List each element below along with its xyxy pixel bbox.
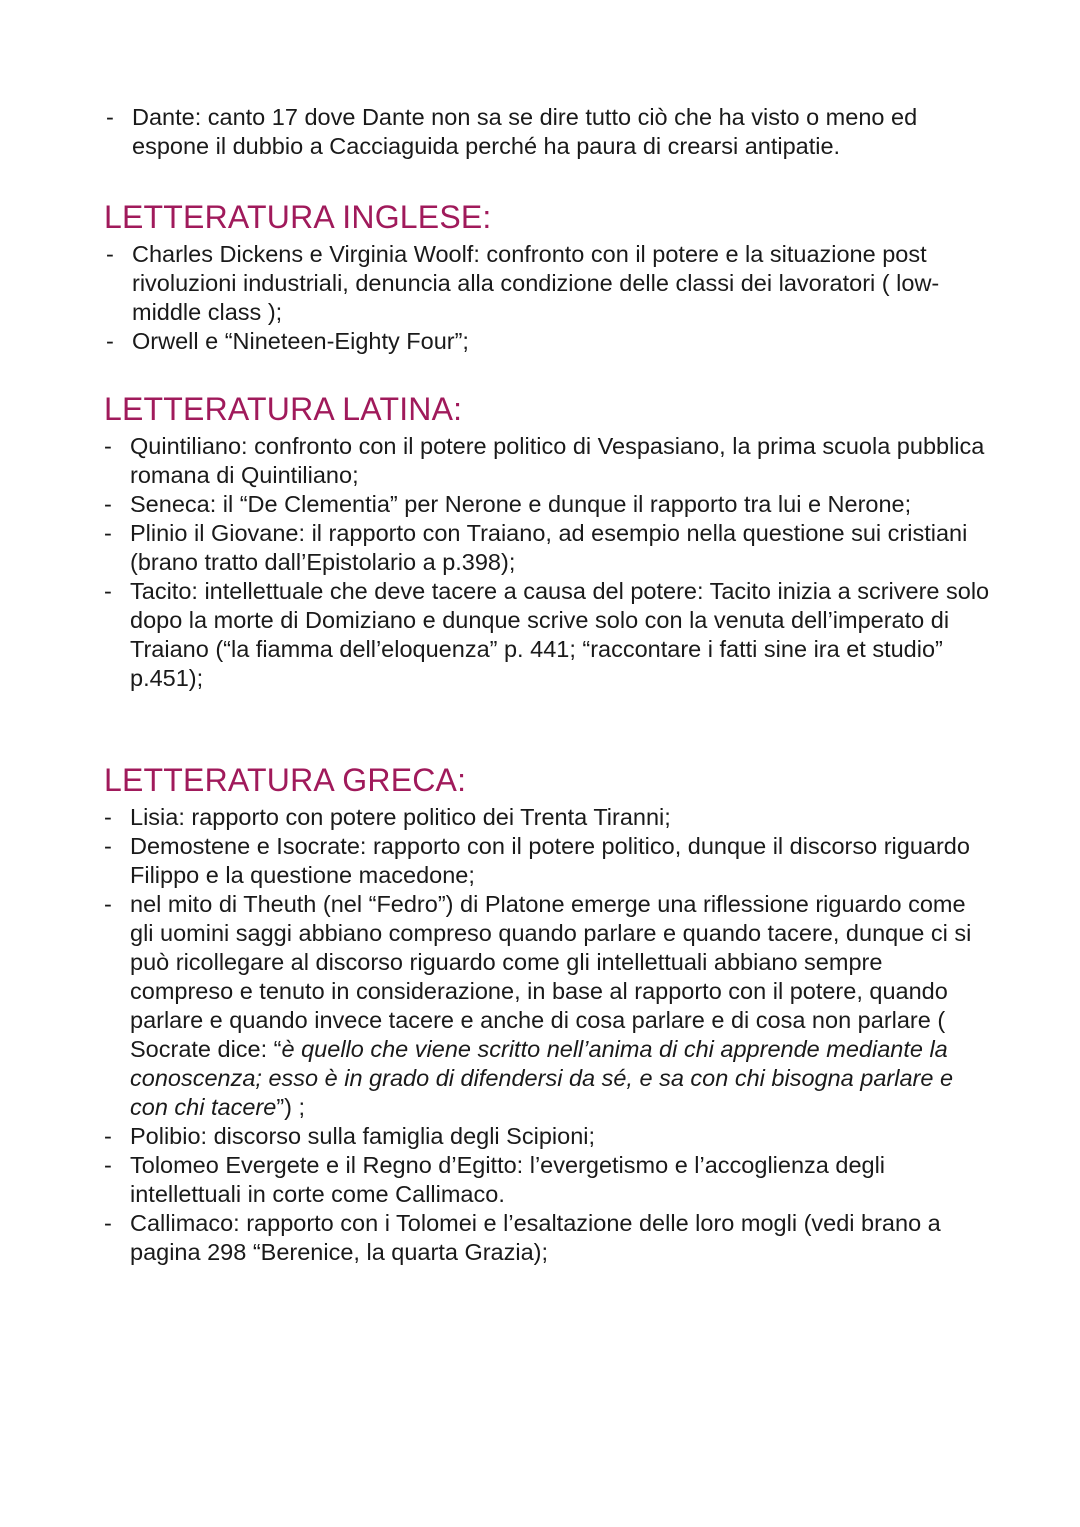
list-item-callimaco: - Callimaco: rapporto con i Tolomei e l’esaltazione delle loro mogli (vedi brano a pagina 298 “Berenice, la quarta Grazia); bbox=[104, 1209, 984, 1267]
list-item-tolomeo: - Tolomeo Evergete e il Regno d’Egitto: l’evergetismo e l’accoglienza degli intellettuali in corte come Callimaco. bbox=[104, 1151, 984, 1209]
section-heading-inglese: LETTERATURA INGLESE: bbox=[104, 199, 492, 235]
list-item-orwell: - Orwell e “Nineteen-Eighty Four”; bbox=[106, 327, 1004, 356]
inglese-list bbox=[106, 240, 1004, 356]
section-letteratura-latina bbox=[104, 390, 1004, 693]
section-letteratura-inglese bbox=[104, 198, 1004, 356]
section-heading-latina: LETTERATURA LATINA: bbox=[104, 391, 463, 427]
platone-text: nel mito di Theuth (nel “Fedro”) di Platone emerge una riflessione riguardo come gli uomini saggi abbiano compreso quando parlare e quando tacere, dunque ci si può ricollegare al discorso riguardo come gli intellettuali abbiano sempre compreso e tenuto in considerazione, in base al rapporto con il potere, quando parlare e quando invece tacere e anche di cosa parlare e di cosa non parlare ( Socrate dice: “ bbox=[130, 891, 972, 1062]
latina-list bbox=[104, 432, 1004, 693]
intro-list bbox=[106, 103, 986, 161]
list-item-lisia: - Lisia: rapporto con potere politico dei Trenta Tiranni; bbox=[104, 803, 984, 832]
socrate-quote: è quello che viene scritto nell’anima di chi apprende mediante la conoscenza; esso è in grado di difendersi da sé, e sa con chi bisogna parlare e con chi tacere bbox=[130, 1036, 954, 1120]
list-item-dante: - Dante: canto 17 dove Dante non sa se dire tutto ciò che ha visto o meno ed espone il dubbio a Cacciaguida perché ha paura di crearsi antipatie. bbox=[106, 103, 986, 161]
list-item-platone-theuth bbox=[104, 890, 984, 1122]
list-item-polibio: - Polibio: discorso sulla famiglia degli Scipioni; bbox=[104, 1122, 984, 1151]
intro-section bbox=[106, 103, 986, 161]
platone-tail: ”) ; bbox=[276, 1094, 306, 1120]
section-letteratura-greca bbox=[104, 761, 984, 1267]
list-item-dickens-woolf: - Charles Dickens e Virginia Woolf: confronto con il potere e la situazione post rivoluzioni industriali, denuncia alla condizione delle classi dei lavoratori ( low- middle class ); bbox=[106, 240, 1004, 327]
greca-list bbox=[104, 803, 984, 1267]
section-heading-greca: LETTERATURA GRECA: bbox=[104, 762, 467, 798]
list-item-quintiliano: - Quintiliano: confronto con il potere politico di Vespasiano, la prima scuola pubblica romana di Quintiliano; bbox=[104, 432, 1004, 490]
list-item-plinio: - Plinio il Giovane: il rapporto con Traiano, ad esempio nella questione sui cristiani (brano tratto dall’Epistolario a p.398); bbox=[104, 519, 1004, 577]
list-item-tacito: - Tacito: intellettuale che deve tacere a causa del potere: Tacito inizia a scrivere solo dopo la morte di Domiziano e dunque scrive solo con la venuta dell’imperato di Traiano (“la fiamma dell’eloquenza” p. 441; “raccontare i fatti sine ira et studio” p.451); bbox=[104, 577, 1004, 693]
list-item-seneca: - Seneca: il “De Clementia” per Nerone e dunque il rapporto tra lui e Nerone; bbox=[104, 490, 1004, 519]
list-item-demostene-isocrate: - Demostene e Isocrate: rapporto con il potere politico, dunque il discorso riguardo Filippo e la questione macedone; bbox=[104, 832, 984, 890]
